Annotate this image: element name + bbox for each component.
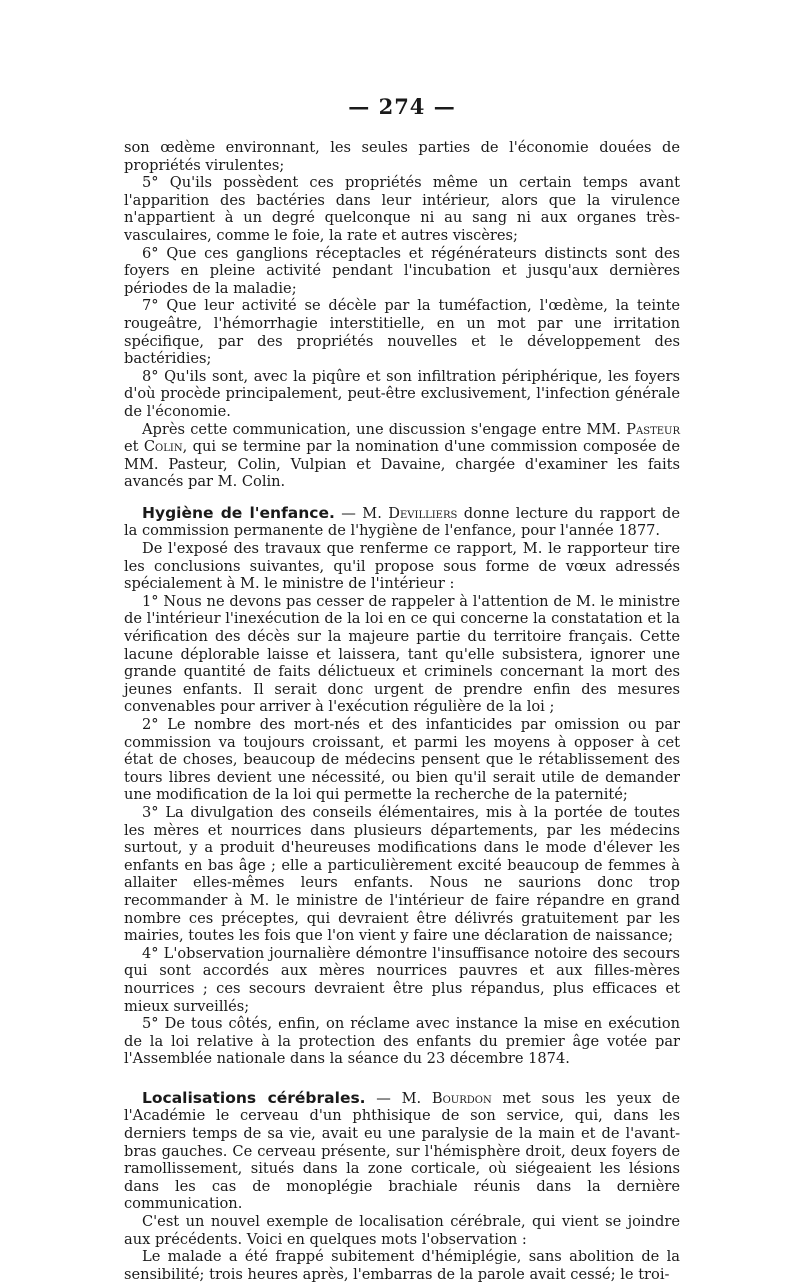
- discussion-text-b: et: [124, 438, 139, 456]
- hygiene-intro-text: donne lecture du rapport de la commission permanente de l'hygiène de l'enfance, pour l'année 1877.: [124, 504, 680, 540]
- localisations-intro-paragraph: [124, 1090, 680, 1213]
- colin-conclusions: [124, 139, 680, 491]
- paragraph-continuation: son œdème environnant, les seules parties de l'économie douées de propriétés virulentes;: [124, 139, 680, 174]
- section-heading-localisations: Localisations cérébrales.: [142, 1088, 366, 1107]
- hygiene-wish-1: 1° Nous ne devons pas cesser de rappeler à l'attention de M. le ministre de l'intérieur l'inexécution de la loi en ce qui concerne la constatation et la vérification des décès sur la majeure partie du territoire français. Cette lacune déplorable laisse et laissera, tant qu'elle subsistera, ignorer une grande quantité de faits délictueux et criminels concernant la mort des jeunes enfants. Il serait donc urgent de prendre enfin des mesures convenables pour arriver à l'exécution régulière de la loi ;: [124, 592, 680, 716]
- name-bourdon: Bourdon: [431, 1089, 492, 1107]
- section-hygiene-enfance: [124, 505, 680, 1068]
- conclusion-7: 7° Que leur activité se décèle par la tuméfaction, l'œdème, la teinte rougeâtre, l'hémorrhagie interstitielle, en un mot par une irritation spécifique, par des propriétés nouvelles et le développement des bactéridies;: [124, 297, 680, 368]
- localisations-intro-text: met sous les yeux de l'Académie le cerveau d'un phthisique de son service, qui, dans les derniers temps de sa vie, avait eu une paralysie de la main et de l'avant-bras gauches. Ce cerveau présente, sur l'hémisphère droit, deux foyers de ramollissement, situés dans la zone corticale, où siégeaient les lésions dans les cas de monoplégie brachiale réunis dans la dernière communication.: [124, 1089, 681, 1213]
- conclusion-5: 5° Qu'ils possèdent ces propriétés même un certain temps avant l'apparition des bactéries dans leur intérieur, alors que la virulence n'appartient à un degré quelconque ni au sang ni aux organes très-vasculaires, comme le foie, la rate et autres viscères;: [124, 174, 680, 244]
- conclusion-6: 6° Que ces ganglions réceptacles et régénérateurs distincts sont des foyers en pleine activité pendant l'incubation et jusqu'aux dernières périodes de la maladie;: [124, 244, 680, 297]
- name-pasteur: Pasteur: [626, 420, 680, 438]
- localisations-dash: — M.: [365, 1089, 432, 1107]
- hygiene-intro-paragraph: [124, 505, 680, 540]
- hygiene-wish-2: 2° Le nombre des mort-nés et des infanticides par omission ou par commission va toujours croissant, et parmi les moyens à opposer à cet état de choses, beaucoup de médecins pensent que le rétablissement des tours libres devient une nécessité, ou bien qu'il serait utile de demander une modification de la loi qui permette la recherche de la paternité;: [124, 716, 680, 804]
- hygiene-wish-5: 5° De tous côtés, enfin, on réclame avec instance la mise en exécution de la loi relative à la protection des enfants du premier âge votée par l'Assemblée nationale dans la séance du 23 décembre 1874.: [124, 1015, 680, 1068]
- discussion-text-c: , qui se termine par la nomination d'une commission composée de MM. Pasteur, Colin, Vulpian et Davaine, chargée d'examiner les faits avancés par M. Colin.: [124, 438, 680, 491]
- conclusion-8: 8° Qu'ils sont, avec la piqûre et son infiltration périphérique, les foyers d'où procède principalement, peut-être exclusivement, l'infection générale de l'économie.: [124, 367, 680, 420]
- hygiene-dash: — M.: [334, 504, 389, 522]
- page-number: — 274 —: [348, 94, 456, 119]
- name-devilliers: Devilliers: [388, 504, 458, 522]
- localisations-malade: Le malade a été frappé subitement d'hémiplégie, sans abolition de la sensibilité; trois heures après, l'embarras de la parole avait cessé; le troi-: [124, 1248, 680, 1283]
- discussion-text-a: Après cette communication, une discussion s'engage entre MM.: [142, 420, 621, 438]
- hygiene-expose: De l'exposé des travaux que renferme ce rapport, M. le rapporteur tire les conclusions suivantes, qu'il propose sous forme de vœux adressés spécialement à M. le ministre de l'intérieur :: [124, 540, 680, 593]
- hygiene-wish-3: 3° La divulgation des conseils élémentaires, mis à la portée de toutes les mères et nourrices dans plusieurs départements, par les médecins surtout, y a produit d'heureuses modifications dans le mode d'élever les enfants en bas âge ; elle a particulièrement excité beaucoup de femmes à allaiter elles-mêmes leurs enfants. Nous ne saurions donc trop recommander à M. le ministre de l'intérieur de faire répandre en grand nombre ces préceptes, qui devraient être délivrés gratuitement par les mairies, toutes les fois que l'on vient y faire une déclaration de naissance;: [124, 803, 680, 945]
- section-heading-hygiene: Hygiène de l'enfance.: [142, 503, 335, 522]
- discussion-paragraph: [124, 421, 680, 491]
- name-colin: Colin: [143, 438, 183, 456]
- localisations-exemple: C'est un nouvel exemple de localisation cérébrale, qui vient se joindre aux précédents. Voici en quelques mots l'observation :: [124, 1213, 680, 1248]
- section-localisations-cerebrales: [124, 1090, 680, 1283]
- hygiene-wish-4: 4° L'observation journalière démontre l'insuffisance notoire des secours qui sont accordés aux mères nourrices pauvres et aux filles-mères nourrices ; ces secours devraient être plus répandus, plus efficaces et mieux surveillés;: [124, 944, 680, 1015]
